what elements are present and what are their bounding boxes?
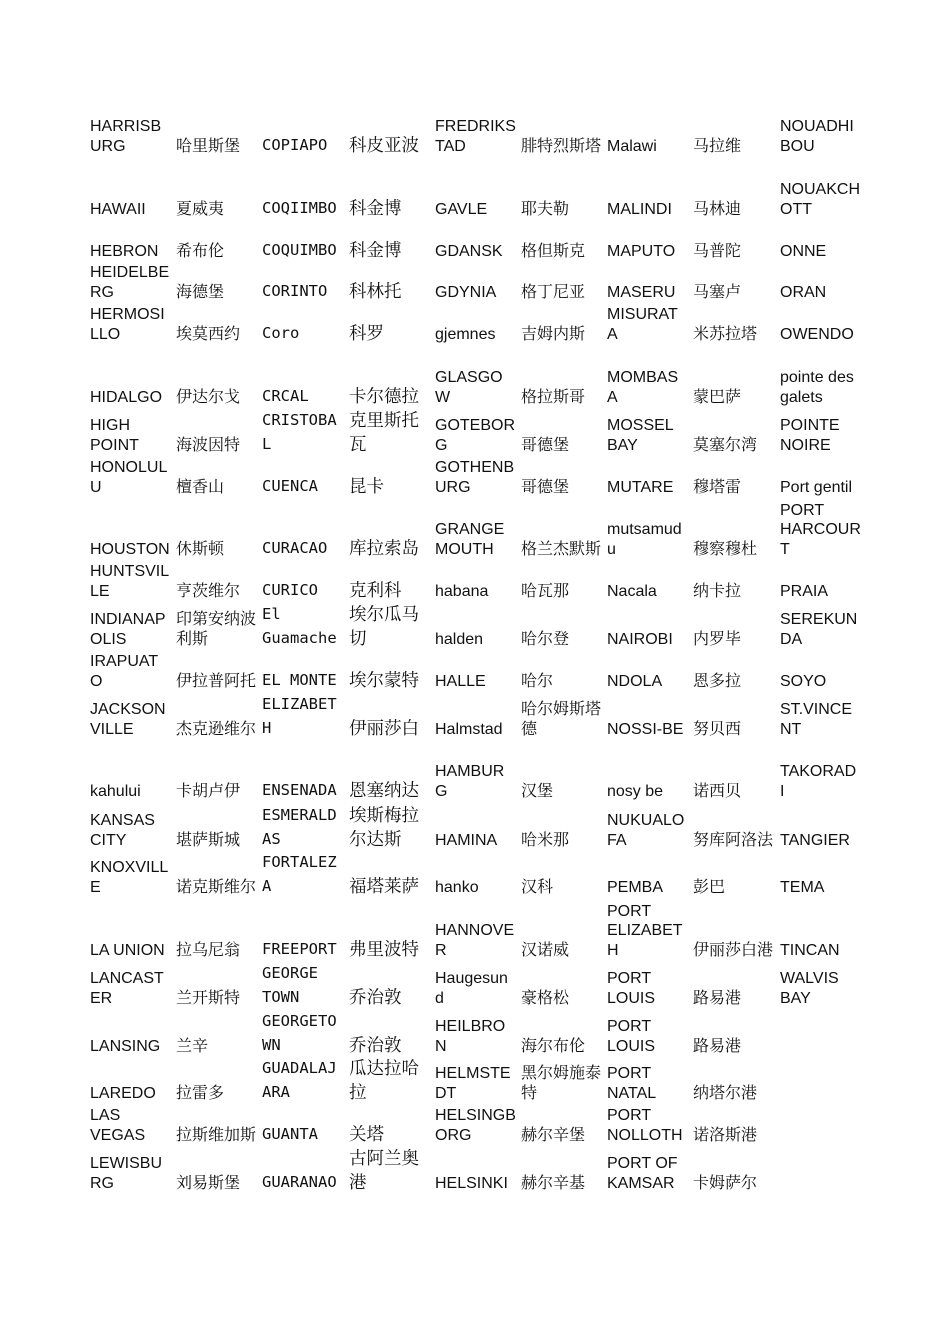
cell-port-en: ST.VINCE NT	[780, 701, 853, 738]
cell-port-en: COQIIMBO	[262, 198, 337, 217]
cell-port-zh: 汉堡	[521, 782, 554, 800]
cell-us-city-en: HIDALGO	[90, 388, 163, 406]
cell-port-zh: 卡尔德拉	[349, 385, 419, 406]
cell-us-city-en: HOUSTON	[90, 540, 170, 558]
cell-port-en: CUENCA	[262, 476, 318, 495]
cell-us-city-en: LANCAST ER	[90, 970, 164, 1007]
cell-port-en: MUTARE	[607, 478, 674, 496]
cell-us-city-zh: 堪萨斯城	[176, 831, 241, 849]
cell-us-city-zh: 夏威夷	[176, 200, 225, 218]
cell-port-zh: 哈尔	[521, 672, 554, 690]
cell-port-zh: 海尔布伦	[521, 1037, 586, 1055]
cell-port-zh: 科金博	[349, 197, 402, 218]
cell-port-en: POINTE NOIRE	[780, 417, 840, 454]
cell-port-en: COPIAPO	[262, 135, 328, 154]
cell-port-zh: 耶夫勒	[521, 200, 570, 218]
cell-us-city-zh: 兰开斯特	[176, 989, 241, 1007]
cell-port-en: ENSENADA	[262, 780, 337, 799]
cell-port-zh: 内罗毕	[693, 630, 742, 648]
cell-port-zh: 库拉索岛	[349, 537, 419, 558]
cell-port-zh: 哥德堡	[521, 478, 570, 496]
cell-port-en: CURICO	[262, 580, 318, 599]
cell-us-city-en: IRAPUAT O	[90, 653, 159, 690]
cell-us-city-en: HEBRON	[90, 242, 159, 260]
cell-port-zh: 埃斯梅拉 尔达斯	[349, 805, 419, 849]
cell-port-en: PORT ELIZABET H	[607, 902, 683, 959]
cell-port-zh: 马林迪	[693, 200, 742, 218]
cell-port-zh: 科皮亚波	[349, 134, 419, 155]
cell-port-zh: 穆察穆杜	[693, 540, 758, 558]
cell-port-zh: 努库阿洛法	[693, 831, 774, 849]
cell-port-zh: 克里斯托 瓦	[349, 410, 419, 454]
cell-port-zh: 路易港	[693, 989, 742, 1007]
cell-port-zh: 黑尔姆施泰 特	[521, 1065, 602, 1102]
cell-port-en: NOUADHI BOU	[780, 118, 854, 155]
cell-port-en: CORINTO	[262, 281, 328, 300]
cell-us-city-en: HUNTSVIL LE	[90, 563, 170, 600]
cell-us-city-zh: 拉乌尼翁	[176, 941, 241, 959]
cell-us-city-zh: 亨茨维尔	[176, 582, 241, 600]
cell-us-city-zh: 伊达尔戈	[176, 388, 241, 406]
cell-port-en: HEILBRO N	[435, 1018, 506, 1055]
cell-port-en: GEORGE TOWN	[262, 964, 318, 1006]
cell-port-en: NOUAKCH OTT	[780, 181, 861, 218]
cell-us-city-zh: 哈里斯堡	[176, 137, 241, 155]
cell-port-en: PORT NOLLOTH	[607, 1107, 683, 1144]
cell-port-zh: 汉诺威	[521, 941, 570, 959]
cell-port-en: GUANTA	[262, 1124, 318, 1143]
cell-port-en: TINCAN	[780, 941, 840, 959]
cell-us-city-en: LAREDO	[90, 1084, 156, 1102]
cell-us-city-en: LANSING	[90, 1037, 161, 1055]
cell-port-zh: 哈瓦那	[521, 582, 570, 600]
cell-port-zh: 埃尔瓜马 切	[349, 604, 419, 648]
cell-us-city-zh: 休斯顿	[176, 540, 225, 558]
cell-us-city-en: INDIANAP OLIS	[90, 611, 166, 648]
cell-port-en: El Guamache	[262, 605, 337, 647]
cell-us-city-zh: 拉雷多	[176, 1084, 225, 1102]
cell-port-en: MOSSEL BAY	[607, 417, 674, 454]
cell-us-city-zh: 檀香山	[176, 478, 225, 496]
cell-port-zh: 诺洛斯港	[693, 1126, 758, 1144]
cell-us-city-en: JACKSON VILLE	[90, 701, 166, 738]
cell-port-en: WALVIS BAY	[780, 970, 839, 1007]
cell-port-zh: 蒙巴萨	[693, 388, 742, 406]
cell-port-zh: 格丁尼亚	[521, 283, 586, 301]
cell-port-en: PORT LOUIS	[607, 970, 656, 1007]
cell-port-en: MISURAT A	[607, 306, 678, 343]
cell-port-en: PORT HARCOUR T	[780, 501, 861, 558]
cell-port-en: ELIZABET H	[262, 695, 337, 737]
cell-port-en: ESMERALD AS	[262, 806, 337, 848]
cell-port-en: PORT OF KAMSAR	[607, 1155, 678, 1192]
cell-us-city-zh: 刘易斯堡	[176, 1174, 241, 1192]
cell-port-en: GLASGO W	[435, 369, 503, 406]
cell-port-en: SEREKUN DA	[780, 611, 858, 648]
cell-port-zh: 豪格松	[521, 989, 570, 1007]
cell-port-zh: 赫尔辛堡	[521, 1126, 586, 1144]
cell-port-en: NAIROBI	[607, 630, 673, 648]
cell-port-en: Halmstad	[435, 720, 503, 738]
cell-port-en: NDOLA	[607, 672, 663, 690]
cell-port-zh: 腓特烈斯塔	[521, 137, 602, 155]
cell-port-zh: 纳卡拉	[693, 582, 742, 600]
cell-us-city-en: LAS VEGAS	[90, 1107, 146, 1144]
cell-us-city-zh: 印第安纳波 利斯	[176, 611, 257, 648]
cell-us-city-zh: 海德堡	[176, 283, 225, 301]
cell-us-city-en: KANSAS CITY	[90, 812, 155, 849]
cell-port-en: CRCAL	[262, 386, 309, 405]
cell-port-en: ORAN	[780, 283, 827, 301]
cell-us-city-zh: 杰克逊维尔	[176, 720, 257, 738]
cell-port-en: halden	[435, 630, 484, 648]
cell-port-en: GUADALAJ ARA	[262, 1059, 337, 1101]
cell-port-zh: 汉科	[521, 878, 554, 896]
cell-port-en: Port gentil	[780, 478, 853, 496]
cell-port-zh: 纳塔尔港	[693, 1084, 758, 1102]
cell-port-zh: 恩多拉	[693, 672, 742, 690]
cell-port-en: NUKUALO FA	[607, 812, 685, 849]
cell-port-en: FREDRIKS TAD	[435, 118, 516, 155]
cell-us-city-en: HIGH POINT	[90, 417, 139, 454]
cell-us-city-zh: 伊拉普阿托	[176, 672, 257, 690]
cell-port-en: Nacala	[607, 582, 657, 600]
cell-us-city-zh: 希布伦	[176, 242, 225, 260]
cell-port-en: GOTHENB URG	[435, 459, 515, 496]
cell-port-zh: 弗里波特	[349, 938, 419, 959]
cell-port-zh: 努贝西	[693, 720, 742, 738]
cell-port-en: CRISTOBA L	[262, 411, 337, 453]
cell-port-en: HELSINKI	[435, 1174, 508, 1192]
cell-port-zh: 恩塞纳达	[349, 779, 419, 800]
cell-port-zh: 瓜达拉哈 拉	[349, 1058, 419, 1102]
cell-port-zh: 格拉斯哥	[521, 388, 586, 406]
cell-us-city-zh: 诺克斯维尔	[176, 878, 257, 896]
cell-us-city-zh: 卡胡卢伊	[176, 782, 241, 800]
cell-port-en: FORTALEZ A	[262, 853, 337, 895]
cell-us-city-en: HAWAII	[90, 200, 146, 218]
cell-us-city-en: HERMOSI LLO	[90, 306, 165, 343]
cell-port-en: HAMBUR G	[435, 763, 505, 800]
cell-port-zh: 赫尔辛基	[521, 1174, 586, 1192]
cell-port-en: HALLE	[435, 672, 486, 690]
cell-port-en: CURACAO	[262, 538, 328, 557]
cell-port-en: FREEPORT	[262, 939, 337, 958]
cell-port-en: mutsamud u	[607, 521, 682, 558]
cell-port-zh: 乔治敦	[349, 1034, 402, 1055]
cell-us-city-en: LA UNION	[90, 941, 165, 959]
cell-port-zh: 哈尔登	[521, 630, 570, 648]
cell-port-zh: 福塔莱萨	[349, 875, 419, 896]
cell-port-zh: 科罗	[349, 322, 384, 343]
cell-port-zh: 莫塞尔湾	[693, 436, 758, 454]
cell-port-zh: 穆塔雷	[693, 478, 742, 496]
cell-port-en: ONNE	[780, 242, 827, 260]
cell-port-zh: 克利科	[349, 579, 402, 600]
cell-us-city-en: HONOLUL U	[90, 459, 168, 496]
cell-port-en: HELSINGB ORG	[435, 1107, 516, 1144]
cell-port-zh: 米苏拉塔	[693, 325, 758, 343]
cell-us-city-en: HARRISB URG	[90, 118, 162, 155]
cell-port-zh: 马普陀	[693, 242, 742, 260]
cell-port-en: nosy be	[607, 782, 664, 800]
cell-port-en: HAMINA	[435, 831, 498, 849]
cell-port-en: gjemnes	[435, 325, 496, 343]
cell-us-city-zh: 海波因特	[176, 436, 241, 454]
cell-port-zh: 哥德堡	[521, 436, 570, 454]
cell-port-en: EL MONTE	[262, 670, 337, 689]
cell-us-city-en: HEIDELBE RG	[90, 264, 170, 301]
cell-port-zh: 路易港	[693, 1037, 742, 1055]
cell-us-city-en: KNOXVILL E	[90, 859, 169, 896]
cell-port-en: HELMSTE DT	[435, 1065, 511, 1102]
cell-port-en: OWENDO	[780, 325, 854, 343]
cell-port-zh: 卡姆萨尔	[693, 1174, 758, 1192]
cell-port-zh: 彭巴	[693, 878, 726, 896]
cell-port-en: TANGIER	[780, 831, 850, 849]
cell-port-en: PEMBA	[607, 878, 664, 896]
cell-port-en: pointe des galets	[780, 369, 854, 406]
cell-port-en: Coro	[262, 323, 300, 342]
cell-port-en: PORT NATAL	[607, 1065, 657, 1102]
cell-port-en: MALINDI	[607, 200, 672, 218]
cell-port-zh: 昆卡	[349, 475, 384, 496]
cell-port-zh: 埃尔蒙特	[349, 669, 419, 690]
cell-port-en: Malawi	[607, 137, 657, 155]
cell-port-en: COQUIMBO	[262, 240, 337, 259]
cell-port-zh: 乔治敦	[349, 986, 402, 1007]
cell-port-en: TAKORAD I	[780, 763, 857, 800]
cell-port-en: NOSSI-BE	[607, 720, 684, 738]
cell-port-zh: 科林托	[349, 280, 402, 301]
cell-port-en: GDANSK	[435, 242, 503, 260]
cell-port-zh: 格兰杰默斯	[521, 540, 602, 558]
cell-port-zh: 诺西贝	[693, 782, 742, 800]
cell-port-en: MAPUTO	[607, 242, 676, 260]
cell-port-en: TEMA	[780, 878, 825, 896]
cell-port-en: PRAIA	[780, 582, 829, 600]
cell-port-en: Haugesun d	[435, 970, 508, 1007]
cell-port-zh: 伊丽莎白	[349, 717, 419, 738]
cell-port-en: SOYO	[780, 672, 827, 690]
cell-port-en: PORT LOUIS	[607, 1018, 656, 1055]
cell-port-zh: 关塔	[349, 1123, 384, 1144]
cell-port-zh: 哈尔姆斯塔 德	[521, 701, 602, 738]
cell-port-en: GAVLE	[435, 200, 488, 218]
cell-us-city-zh: 埃莫西约	[176, 325, 241, 343]
cell-port-zh: 哈米那	[521, 831, 570, 849]
cell-port-en: hanko	[435, 878, 479, 896]
cell-port-en: GRANGE MOUTH	[435, 521, 505, 558]
cell-us-city-en: LEWISBU RG	[90, 1155, 163, 1192]
cell-port-en: HANNOVE R	[435, 922, 515, 959]
cell-us-city-en: kahului	[90, 782, 141, 800]
cell-port-zh: 格但斯克	[521, 242, 586, 260]
cell-us-city-zh: 兰辛	[176, 1037, 209, 1055]
cell-port-zh: 马塞卢	[693, 283, 742, 301]
cell-port-zh: 科金博	[349, 239, 402, 260]
cell-port-en: MASERU	[607, 283, 676, 301]
cell-port-zh: 马拉维	[693, 137, 742, 155]
cell-us-city-zh: 拉斯维加斯	[176, 1126, 257, 1144]
cell-port-en: GEORGETO WN	[262, 1012, 337, 1054]
cell-port-en: GUARANAO	[262, 1172, 337, 1191]
cell-port-zh: 伊丽莎白港	[693, 941, 774, 959]
cell-port-en: GOTEBOR G	[435, 417, 516, 454]
cell-port-en: GDYNIA	[435, 283, 497, 301]
cell-port-zh: 古阿兰奥 港	[349, 1148, 419, 1192]
cell-port-en: MOMBAS A	[607, 369, 679, 406]
cell-port-en: habana	[435, 582, 489, 600]
cell-port-zh: 吉姆内斯	[521, 325, 586, 343]
